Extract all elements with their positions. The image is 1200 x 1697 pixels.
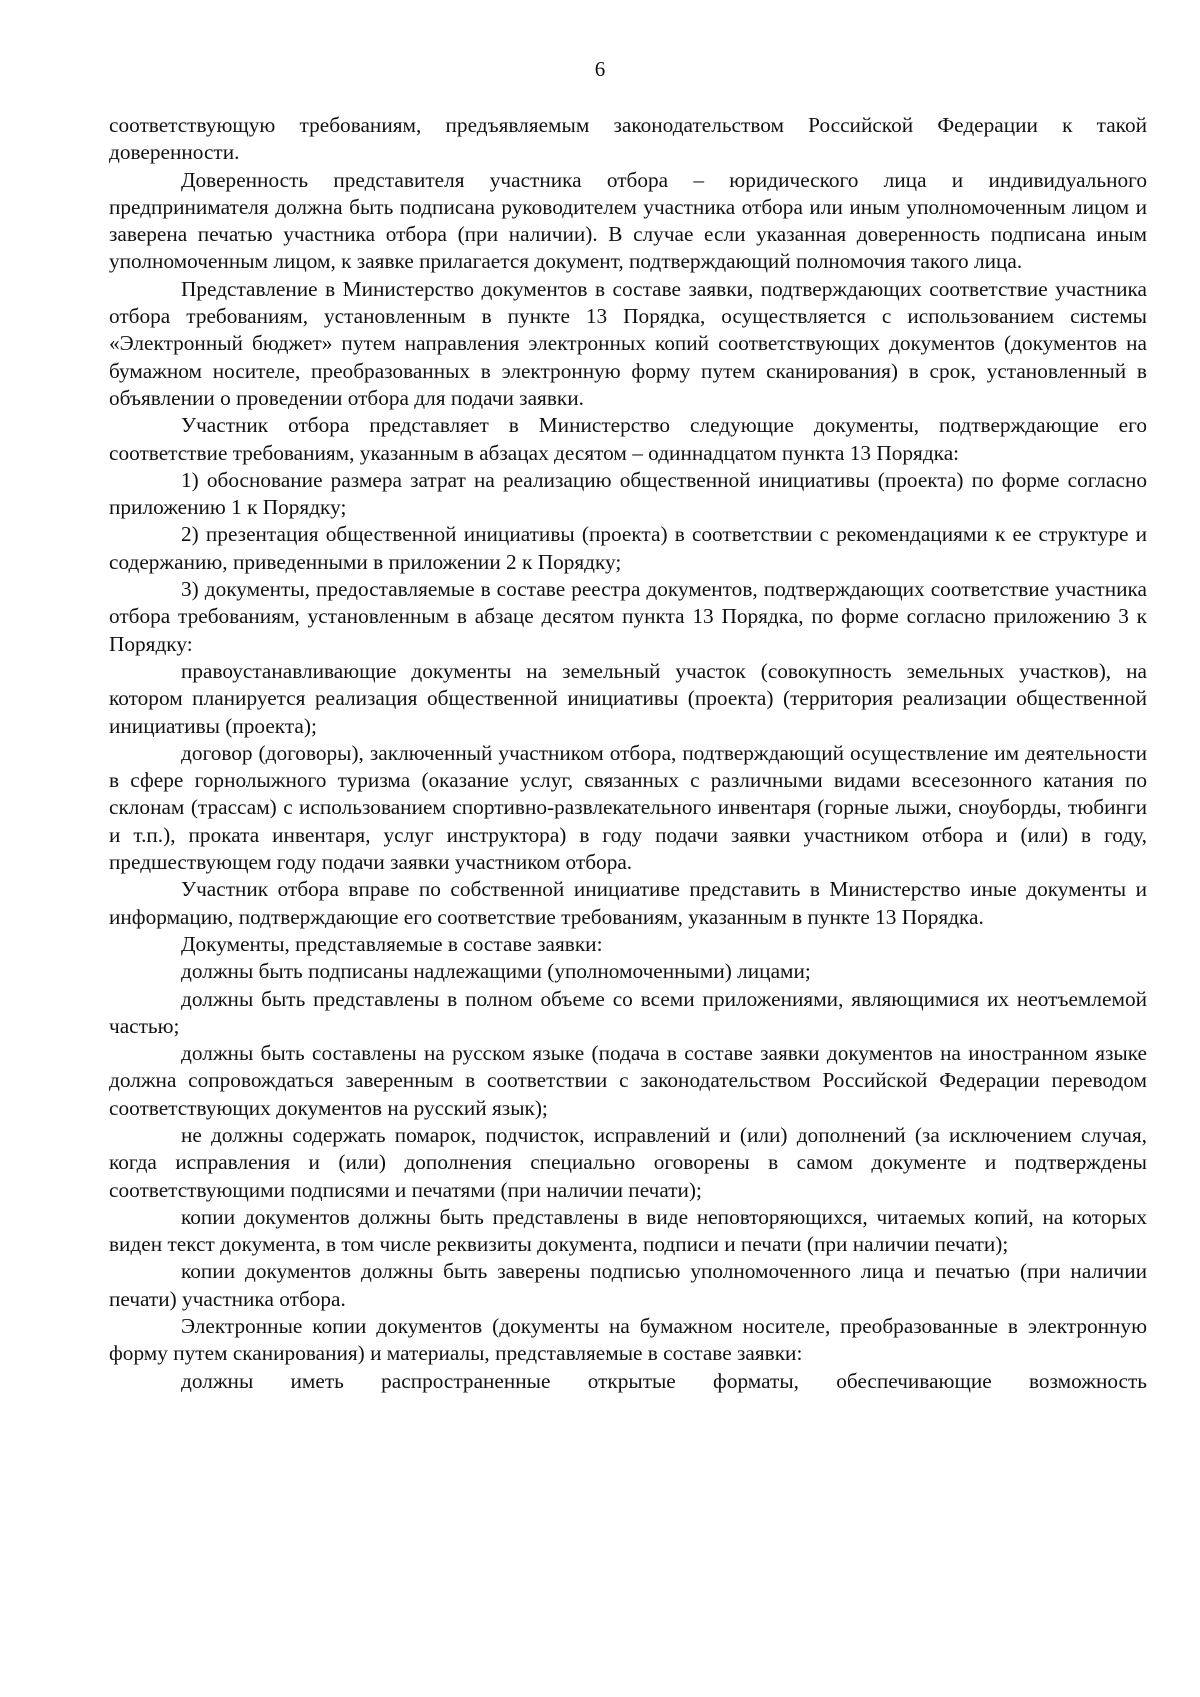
paragraph: не должны содержать помарок, подчисток, исправлений и (или) дополнений (за исключением случая, когда исправления и (или) дополнения специально оговорены в самом документе и подтверждены соответствующими подписями и печатями (при наличии печати);: [109, 1122, 1147, 1202]
paragraph: правоустанавливающие документы на земельный участок (совокупность земельных участков), на котором планируется реализация общественной инициативы (проекта) (территория реализации общественной инициативы (проекта);: [109, 658, 1147, 738]
paragraph: копии документов должны быть заверены подписью уполномоченного лица и печатью (при наличии печати) участника отбора.: [109, 1259, 1147, 1311]
page-number: 6: [594, 57, 606, 81]
paragraph: соответствующую требованиям, предъявляемым законодательством Российской Федерации к такой доверенности.: [109, 113, 1147, 165]
list-item: 3) документы, предоставляемые в составе реестра документов, подтверждающих соответствие участника отбора требованиям, установленным в абзаце десятом пункта 13 Порядка, по форме согласно приложению 3 к Порядку:: [109, 577, 1147, 656]
paragraph: должны иметь распространенные открытые форматы, обеспечивающие возможность: [181, 1368, 1147, 1393]
document-body: [109, 112, 1147, 1395]
paragraph: должны быть представлены в полном объеме со всеми приложениями, являющимися их неотъемлемой частью;: [109, 986, 1147, 1038]
paragraph: Представление в Министерство документов в составе заявки, подтверждающих соответствие участника отбора требованиям, установленным в пункте 13 Порядка, осуществляется с использованием системы «Электронный бюджет» путем направления электронных копий соответствующих документов (документов на бумажном носителе, преобразованных в электронную форму путем сканирования) в срок, установленный в объявлении о проведении отбора для подачи заявки.: [109, 276, 1147, 410]
list-item: 1) обоснование размера затрат на реализацию общественной инициативы (проекта) по форме согласно приложению 1 к Порядку;: [109, 467, 1147, 520]
paragraph: Документы, представляемые в составе заявки:: [181, 931, 603, 956]
paragraph: копии документов должны быть представлены в виде неповторяющихся, читаемых копий, на которых виден текст документа, в том числе реквизиты документа, подписи и печати (при наличии печати);: [109, 1204, 1147, 1257]
paragraph: Участник отбора представляет в Министерство следующие документы, подтверждающие его соответствие требованиям, указанным в абзацах десятом – одиннадцатом пункта 13 Порядка:: [109, 413, 1147, 465]
paragraph: Электронные копии документов (документы на бумажном носителе, преобразованные в электронную форму путем сканирования) и материалы, представляемые в составе заявки:: [109, 1314, 1147, 1366]
paragraph: договор (договоры), заключенный участником отбора, подтверждающий осуществление им деятельности в сфере горнолыжного туризма (оказание услуг, связанных с различными видами всесезонного катания по склонам (трассам) с использованием спортивно-развлекательного инвентаря (горные лыжи, сноуборды, тюбинги и т.п.), проката инвентаря, услуг инструктора) в году подачи заявки участником отбора и (или) в году, предшествующем году подачи заявки участником отбора.: [109, 740, 1147, 875]
paragraph: Доверенность представителя участника отбора – юридического лица и индивидуального предпринимателя должна быть подписана руководителем участника отбора или иным уполномоченным лицом и заверена печатью участника отбора (при наличии). В случае если указанная доверенность подписана иным уполномоченным лицом, к заявке прилагается документ, подтверждающий полномочия такого лица.: [109, 167, 1147, 274]
paragraph: должны быть составлены на русском языке (подача в составе заявки документов на иностранном языке должна сопровождаться заверенным в соответствии с законодательством Российской Федерации переводом соответствующих документов на русский язык);: [109, 1041, 1147, 1120]
paragraph: Участник отбора вправе по собственной инициативе представить в Министерство иные документы и информацию, подтверждающие его соответствие требованиям, указанным в пункте 13 Порядка.: [109, 877, 1147, 929]
paragraph: должны быть подписаны надлежащими (уполномоченными) лицами;: [181, 959, 811, 984]
list-item: 2) презентация общественной инициативы (проекта) в соответствии с рекомендациями к ее структуре и содержанию, приведенными в приложении 2 к Порядку;: [109, 522, 1147, 574]
